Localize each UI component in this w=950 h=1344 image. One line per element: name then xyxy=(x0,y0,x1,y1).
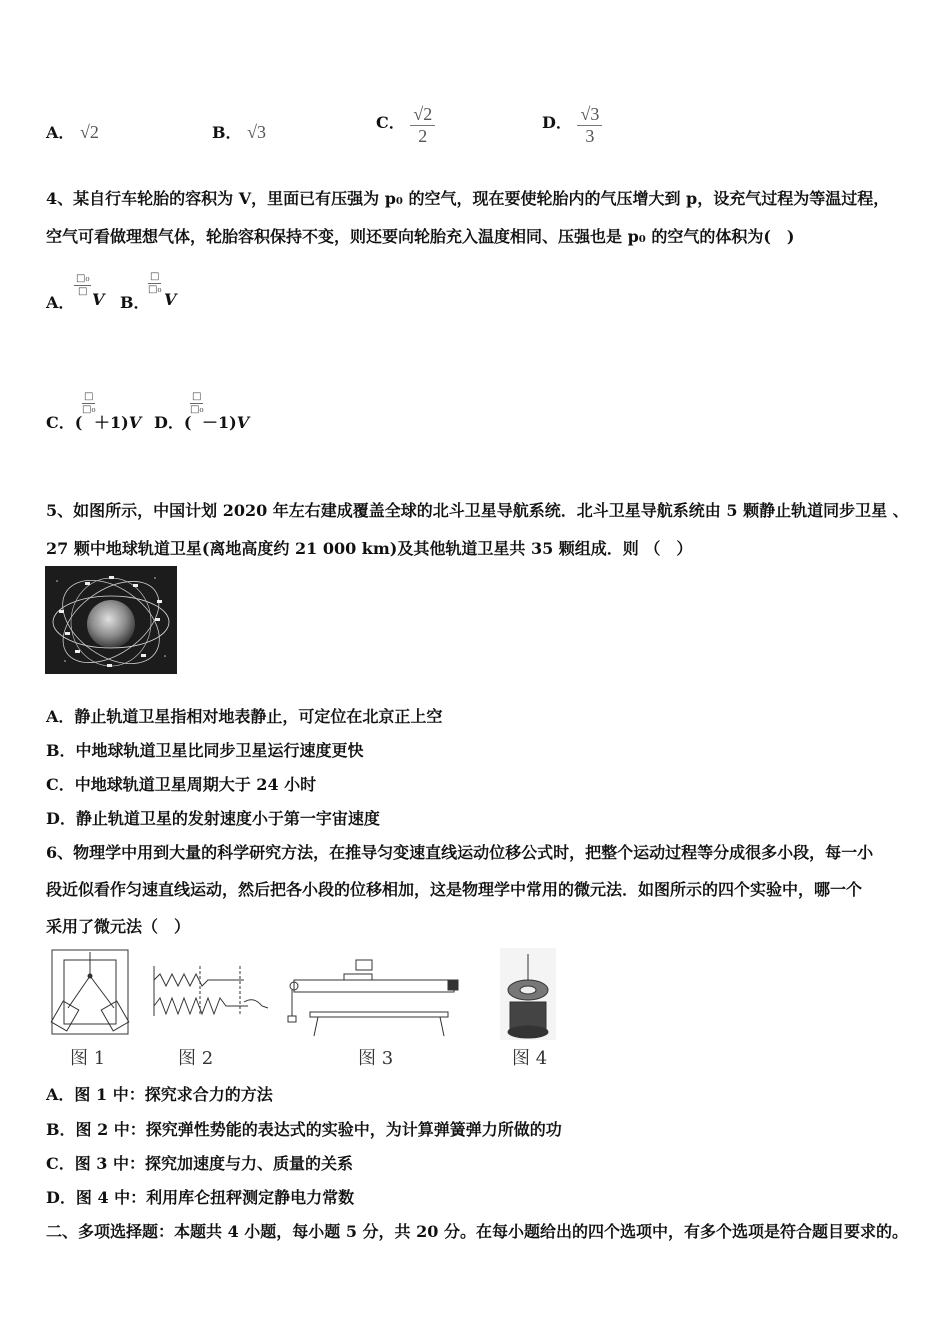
fraction-c: $\frac{√2}{2}$ xyxy=(410,104,435,147)
q4-option-d-fraction: □ □₀ xyxy=(190,391,204,415)
q6-option-b: B．图 2 中：探究弹性势能的表达式的实验中，为计算弹簧弹力所做的功 xyxy=(46,1120,562,1139)
q4-option-a-fraction: □₀ □ xyxy=(76,273,90,297)
q4-option-c-tail: ＋1)V xyxy=(94,413,142,432)
q5-stem-line2: 27 颗中地球轨道卫星(离地高度约 21 000 km)及其他轨道卫星共 35 颗组成．则 （ ） xyxy=(46,539,693,558)
figure2-spring xyxy=(154,966,268,1016)
q5-option-b: B．中地球轨道卫星比同步卫星运行速度更快 xyxy=(46,741,364,760)
q4-option-b-var: V xyxy=(164,290,177,309)
q4-option-c-fraction: □ □₀ xyxy=(82,391,96,415)
q6-option-a: A．图 1 中：探究求合力的方法 xyxy=(46,1085,273,1104)
q6-stem-line2: 段近似看作匀速直线运动，然后把各小段的位移相加，这是物理学中常用的微元法．如图所示的四个实验中，哪一个 xyxy=(46,880,863,899)
q4-stem-line1: 4、某自行车轮胎的容积为 V，里面已有压强为 p₀ 的空气，现在要使轮胎内的气压增大到 p，设充气过程为等温过程， xyxy=(46,189,890,208)
q4-option-a-label: A． xyxy=(46,293,75,312)
q4-option-b-fraction: □ □₀ xyxy=(148,271,162,295)
q5-option-a: A．静止轨道卫星指相对地表静止，可定位在北京正上空 xyxy=(46,707,443,726)
figure4-torsion-balance xyxy=(500,948,556,1040)
sqrt2-value: √2 xyxy=(80,122,99,142)
q4-option-a-var: V xyxy=(92,290,105,309)
q5-option-c: C．中地球轨道卫星周期大于 24 小时 xyxy=(46,775,317,794)
section-heading-multiple-choice: 二、多项选择题：本题共 4 小题，每小题 5 分，共 20 分。在每小题给出的四个选项中，有多个选项是符合题目要求的。 xyxy=(46,1222,908,1241)
figure4-label: 图 4 xyxy=(512,1048,548,1069)
q6-stem-line1: 6、物理学中用到大量的科学研究方法，在推导匀变速直线运动位移公式时，把整个运动过程等分成很多小段，每一小 xyxy=(46,843,874,862)
q3-option-d: D． $\frac{√3}{3}$ xyxy=(542,104,602,147)
sqrt3-value: √3 xyxy=(247,122,266,142)
fraction-d: $\frac{√3}{3}$ xyxy=(577,104,602,147)
figure1-label: 图 1 xyxy=(70,1048,106,1069)
experiment-figures xyxy=(48,946,558,1070)
figure3-air-track xyxy=(288,960,458,1036)
q4-option-b-label: B． xyxy=(120,293,150,312)
satellite-orbit-image xyxy=(45,566,177,674)
q4-option-d-tail: －1)V xyxy=(202,413,250,432)
experiment-diagrams xyxy=(48,946,558,1070)
q4-option-c: C．( xyxy=(46,413,83,432)
q5-option-d: D．静止轨道卫星的发射速度小于第一宇宙速度 xyxy=(46,809,380,828)
q3-option-a: A． √2 xyxy=(46,122,99,142)
q3-option-c: C． $\frac{√2}{2}$ xyxy=(376,104,435,147)
q6-option-d: D．图 4 中：利用库仑扭秤测定静电力常数 xyxy=(46,1188,355,1207)
q4-option-d: D．( xyxy=(154,413,192,432)
q6-stem-line3: 采用了微元法（ ） xyxy=(46,917,191,936)
figure2-label: 图 2 xyxy=(178,1048,214,1069)
q5-stem-line1: 5、如图所示，中国计划 2020 年左右建成覆盖全球的北斗卫星导航系统．北斗卫星导航系统由 5 颗静止轨道同步卫星 、 xyxy=(46,501,909,520)
figure3-label: 图 3 xyxy=(358,1048,394,1069)
q6-option-c: C．图 3 中：探究加速度与力、质量的关系 xyxy=(46,1154,354,1173)
figure1-force-board xyxy=(51,950,129,1034)
q4-stem-line2: 空气可看做理想气体，轮胎容积保持不变，则还要向轮胎充入温度相同、压强也是 p₀ 的空气的体积为( ) xyxy=(46,227,795,246)
q3-option-b: B． √3 xyxy=(212,122,266,142)
